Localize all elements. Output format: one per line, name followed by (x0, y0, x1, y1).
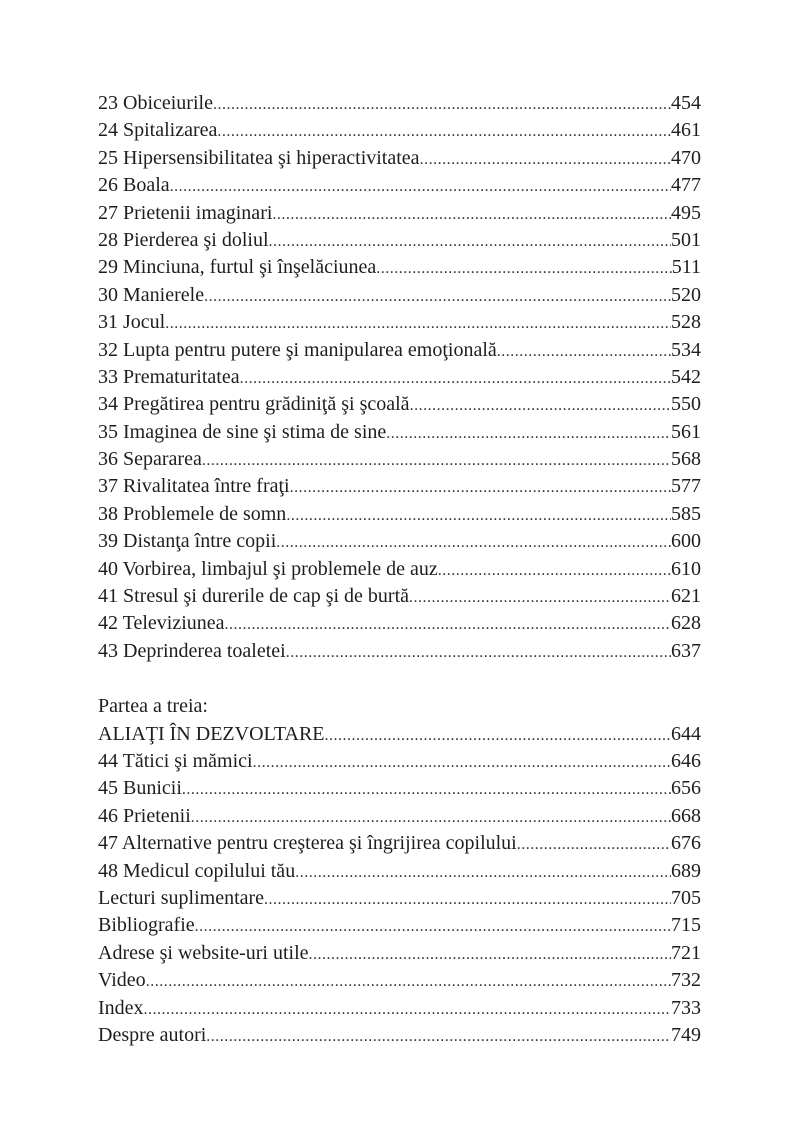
toc-entry-title: Index (98, 996, 144, 1019)
toc-entry[interactable] (98, 830, 701, 857)
toc-entry-page: 721 (671, 941, 701, 964)
dot-leader (290, 474, 671, 500)
dot-leader (286, 502, 671, 528)
dot-leader (182, 776, 671, 802)
toc-entry-page: 585 (671, 502, 701, 525)
toc-entry-page: 637 (671, 639, 701, 662)
toc-entry-page: 528 (671, 311, 701, 334)
dot-leader (276, 529, 671, 555)
dot-leader (325, 722, 671, 748)
toc-entry-page: 542 (671, 365, 701, 388)
toc-entry[interactable] (98, 172, 701, 199)
toc-entry-page: 656 (671, 777, 701, 800)
dot-leader (409, 584, 671, 610)
toc-entry-title: 45 Bunicii (98, 777, 182, 800)
toc-entry[interactable] (98, 364, 701, 391)
toc-entry-part3-heading[interactable] (98, 721, 701, 748)
toc-entry[interactable] (98, 583, 701, 610)
toc-entry[interactable] (98, 995, 701, 1022)
toc-entry-page: 520 (671, 283, 701, 306)
dot-leader (240, 365, 671, 391)
toc-entry-page: 628 (671, 612, 701, 635)
toc-entry-page: 534 (671, 338, 701, 361)
toc-entry-page: 689 (671, 859, 701, 882)
toc-entry[interactable] (98, 638, 701, 665)
toc-entry-title: Despre autori (98, 1023, 207, 1046)
toc-entry-title: 27 Prietenii imaginari (98, 201, 273, 224)
toc-entry-title: Bibliografie (98, 914, 195, 937)
toc-entry-title: 33 Prematuritatea (98, 365, 240, 388)
toc-entry-title: 29 Minciuna, furtul şi înşelăciunea (98, 256, 377, 279)
dot-leader (264, 886, 671, 912)
toc-entry-page: 749 (671, 1023, 701, 1046)
dot-leader (204, 283, 671, 309)
toc-entry-page: 705 (671, 886, 701, 909)
toc-entry-title: 47 Alternative pentru creşterea şi îngrijirea copilului (98, 832, 517, 855)
dot-leader (376, 255, 671, 281)
toc-entry-title: 42 Televiziunea (98, 612, 225, 635)
dot-leader (213, 91, 671, 117)
toc-entry-page: 621 (671, 585, 701, 608)
toc-entry[interactable] (98, 337, 701, 364)
dot-leader (146, 968, 671, 994)
toc-entry-page: 646 (671, 749, 701, 772)
dot-leader (410, 392, 671, 418)
table-of-contents (98, 90, 701, 1049)
toc-entry-title: 26 Boala (98, 174, 170, 197)
toc-entry-page: 495 (671, 201, 701, 224)
toc-entry-page: 610 (671, 557, 701, 580)
toc-entry[interactable] (98, 610, 701, 637)
toc-entry-page: 715 (671, 914, 701, 937)
dot-leader (497, 338, 671, 364)
toc-entry-title: 38 Problemele de somn (98, 502, 287, 525)
toc-entry[interactable] (98, 501, 701, 528)
toc-entry-page: 477 (671, 174, 701, 197)
toc-entry-title: ALIAŢI ÎN DEZVOLTARE (98, 722, 325, 745)
toc-entry[interactable] (98, 885, 701, 912)
toc-entry-page: 550 (671, 393, 701, 416)
dot-leader (170, 173, 671, 199)
toc-entry-title: 31 Jocul (98, 311, 166, 334)
toc-entry-page: 668 (671, 804, 701, 827)
toc-entry-title: 48 Medicul copilului tău (98, 859, 296, 882)
toc-entry-title: 46 Prietenii (98, 804, 191, 827)
toc-entry-page: 454 (671, 92, 701, 114)
toc-entry-title: 35 Imaginea de sine şi stima de sine (98, 420, 387, 443)
part2-chapter-list (98, 90, 701, 665)
toc-entry[interactable] (98, 446, 701, 473)
toc-entry-page: 732 (671, 969, 701, 992)
toc-entry-page: 577 (671, 475, 701, 498)
toc-entry[interactable] (98, 858, 701, 885)
dot-leader (386, 420, 671, 446)
toc-entry-title: 43 Deprinderea toaletei (98, 639, 286, 662)
toc-entry-page: 600 (671, 530, 701, 553)
toc-entry-title: 37 Rivalitatea între fraţi (98, 475, 290, 498)
toc-entry-title: Adrese şi website-uri utile (98, 941, 309, 964)
toc-entry[interactable] (98, 1022, 701, 1049)
part3-label: Partea a treia: (98, 695, 208, 718)
dot-leader (286, 639, 671, 665)
toc-entry[interactable] (98, 90, 701, 117)
toc-entry-title: 24 Spitalizarea (98, 119, 218, 142)
toc-entry[interactable] (98, 117, 701, 144)
back-matter-list (98, 885, 701, 1049)
toc-entry-page: 561 (671, 420, 701, 443)
dot-leader (191, 804, 671, 830)
toc-entry-title: 25 Hipersensibilitatea şi hiperactivitatea (98, 146, 420, 169)
dot-leader (225, 611, 671, 637)
toc-entry[interactable] (98, 940, 701, 967)
toc-entry-page: 511 (671, 256, 701, 279)
dot-leader (272, 201, 671, 227)
toc-entry-title: 34 Pregătirea pentru grădiniţă şi şcoală (98, 393, 410, 416)
dot-leader (253, 749, 671, 775)
toc-entry-page: 461 (671, 119, 701, 142)
toc-entry[interactable] (98, 556, 701, 583)
toc-entry-page: 676 (671, 832, 701, 855)
toc-entry[interactable] (98, 391, 701, 418)
dot-leader (165, 310, 671, 336)
toc-entry-title: 36 Separarea (98, 448, 202, 471)
dot-leader (144, 996, 671, 1022)
dot-leader (202, 447, 671, 473)
dot-leader (517, 831, 671, 857)
dot-leader (438, 557, 671, 583)
dot-leader (269, 228, 671, 254)
toc-entry[interactable] (98, 473, 701, 500)
toc-entry-title: 30 Manierele (98, 283, 205, 306)
toc-entry[interactable] (98, 200, 701, 227)
toc-entry-page: 733 (671, 996, 701, 1019)
toc-entry[interactable] (98, 309, 701, 336)
toc-entry-title: 40 Vorbirea, limbajul şi problemele de auz (98, 557, 438, 580)
dot-leader (217, 118, 671, 144)
toc-entry-page: 501 (671, 228, 701, 251)
toc-entry-title: Video (98, 969, 146, 992)
toc-entry[interactable] (98, 282, 701, 309)
dot-leader (206, 1023, 671, 1049)
toc-entry[interactable] (98, 775, 701, 802)
toc-entry[interactable] (98, 145, 701, 172)
dot-leader (295, 859, 671, 885)
toc-entry[interactable] (98, 748, 701, 775)
toc-entry[interactable] (98, 967, 701, 994)
toc-entry-title: Lecturi suplimentare (98, 886, 265, 909)
toc-entry-title: 44 Tătici şi mămici (98, 749, 253, 772)
toc-entry-title: 28 Pierderea şi doliul (98, 228, 269, 251)
toc-entry-title: 23 Obiceiurile (98, 92, 213, 114)
section-gap (98, 665, 701, 693)
dot-leader (420, 146, 671, 172)
toc-entry[interactable] (98, 912, 701, 939)
part3-chapter-list (98, 748, 701, 885)
toc-entry[interactable] (98, 419, 701, 446)
dot-leader (309, 941, 672, 967)
dot-leader (195, 913, 671, 939)
toc-entry[interactable] (98, 528, 701, 555)
toc-entry[interactable] (98, 254, 701, 281)
toc-entry-page: 568 (671, 448, 701, 471)
toc-entry-page: 470 (671, 146, 701, 169)
toc-entry[interactable] (98, 227, 701, 254)
toc-entry-page: 644 (671, 722, 701, 745)
toc-entry[interactable] (98, 803, 701, 830)
toc-entry-title: 32 Lupta pentru putere şi manipularea emoţională (98, 338, 497, 361)
toc-entry-title: 41 Stresul şi durerile de cap şi de burtă (98, 585, 410, 608)
toc-entry-title: 39 Distanţa între copii (98, 530, 277, 553)
